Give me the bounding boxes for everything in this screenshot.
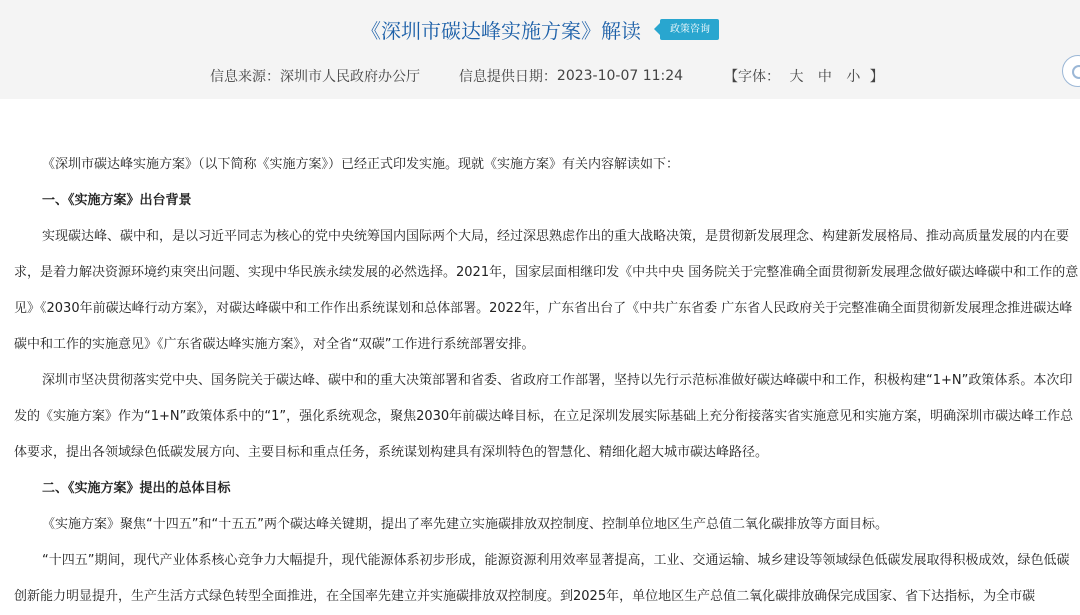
article-paragraph: 实现碳达峰、碳中和，是以习近平同志为核心的党中央统筹国内国际两个大局，经过深思熟虑作出的重大战略决策，是贯彻新发展理念、构建新发展格局、推动高质量发展的内在要求，是着力解决资源环境约束突出问题、实现中华民族永续发展的必然选择。2021年，国家层面相继印发《中共中央 国务院关于完整准确全面贯彻新发展理念做好碳达峰碳中和工作的意见》《2030年前碳达峰行动方案》，对碳达峰碳中和工作作出系统谋划和总体部署。2022年，广东省出台了《中共广东省委 广东省人民政府关于完整准确全面贯彻新发展理念推进碳达峰碳中和工作的实施意见》《广东省碳达峰实施方案》，对全省“双碳”工作进行系统部署安排。 — [14, 229, 1079, 352]
policy-badge[interactable]: 政策咨询 — [660, 19, 719, 40]
section-heading: 二、《实施方案》提出的总体目标 — [42, 481, 231, 496]
meta-row — [210, 66, 884, 86]
share-icon[interactable] — [1062, 55, 1080, 87]
article-body — [14, 147, 1080, 615]
article-paragraph: “十四五”期间，现代产业体系核心竞争力大幅提升，现代能源体系初步形成，能源资源利用效率显著提高，工业、交通运输、城乡建设等领域绿色低碳发展取得积极成效，绿色低碳创新能力明显提升，生产生活方式绿色转型全面推进，在全国率先建立并实施碳排放双控制度。到2025年，单位地区生产总值二氧化碳排放确保完成国家、省下达指标，为全市碳 — [14, 553, 1070, 604]
article-paragraph: 《实施方案》聚焦“十四五”和“十五五”两个碳达峰关键期，提出了率先建立实施碳排放双控制度、控制单位地区生产总值二氧化碳排放等方面目标。 — [42, 517, 888, 532]
font-size-medium-button[interactable]: 中 — [817, 69, 832, 85]
source-value: 深圳市人民政府办公厅 — [280, 69, 420, 85]
source-label: 信息来源： — [210, 69, 280, 85]
article-paragraph: 深圳市坚决贯彻落实党中央、国务院关于碳达峰、碳中和的重大决策部署和省委、省政府工作部署，坚持以先行示范标准做好碳达峰碳中和工作，积极构建“1+N”政策体系。本次印发的《实施方案》作为“1+N”政策体系中的“1”，强化系统观念，聚焦2030年前碳达峰目标，在立足深圳发展实际基础上充分衔接落实省实施意见和实施方案，明确深圳市碳达峰工作总体要求，提出各领域绿色低碳发展方向、主要目标和重点任务，系统谋划构建具有深圳特色的智慧化、精细化超大城市碳达峰路径。 — [14, 373, 1074, 460]
section-heading: 一、《实施方案》出台背景 — [42, 193, 192, 208]
font-size-label: 【字体： — [723, 69, 780, 85]
font-size-close: 】 — [869, 69, 884, 85]
font-size-large-button[interactable]: 大 — [789, 69, 804, 85]
article-header — [0, 0, 1080, 99]
article-paragraph: 《深圳市碳达峰实施方案》（以下简称《实施方案》）已经正式印发实施。现就《实施方案》有关内容解读如下： — [42, 157, 680, 172]
date-value: 2023-10-07 11:24 — [556, 68, 684, 84]
font-size-small-button[interactable]: 小 — [846, 69, 861, 85]
title-row — [0, 15, 1080, 44]
page-title: 《深圳市碳达峰实施方案》解读 — [360, 19, 641, 43]
date-label: 信息提供日期： — [458, 69, 557, 85]
